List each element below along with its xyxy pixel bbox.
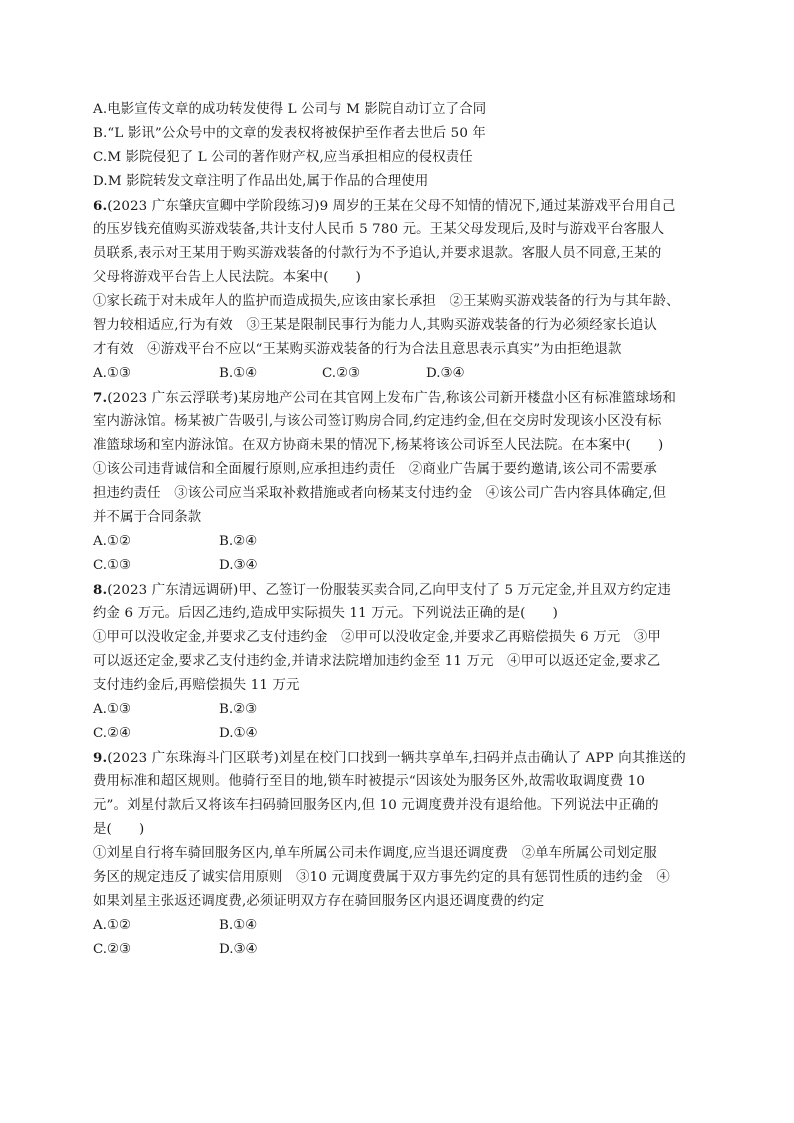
q5-option-a: A.电影宣传文章的成功转发使得 L 公司与 M 影院自动订立了合同 bbox=[93, 102, 487, 117]
q7-statement-line-2: 担违约责任 ③该公司应当采取补救措施或者向杨某支付违约金 ④该公司广告内容具体确定,但 bbox=[93, 486, 667, 501]
q9-option-d: D.③④ bbox=[219, 942, 258, 957]
q9-stem-line-3: 元”。刘星付款后又将该车扫码骑回服务区内,但 10 元调度费并没有退给他。下列说法中正确的 bbox=[93, 798, 659, 813]
q7-stem-line-3: 准篮球场和室内游泳馆。在双方协商未果的情况下,杨某将该公司诉至人民法院。在本案中( ) bbox=[93, 438, 664, 453]
q8-option-c: C.②④ bbox=[93, 726, 132, 741]
q6-statement-line-2: 智力较相适应,行为有效 ③王某是限制民事行为能力人,其购买游戏装备的行为必须经家长追认 bbox=[93, 318, 657, 333]
q6-stem-line-1: 6.(2023 广东肇庆宣卿中学阶段练习)9 周岁的王某在父母不知情的情况下,通过某游戏平台用自己 bbox=[93, 198, 676, 214]
q9-stem-line-4: 是( ) bbox=[93, 822, 145, 837]
q7-option-c: C.①③ bbox=[93, 558, 132, 573]
q5-option-d: D.M 影院转发文章注明了作品出处,属于作品的合理使用 bbox=[93, 174, 429, 189]
q8-option-b: B.②③ bbox=[219, 702, 258, 717]
q9-stem-line-1: 9.(2023 广东珠海斗门区联考)刘星在校门口找到一辆共享单车,扫码并点击确认了 APP 向其推送的 bbox=[93, 750, 686, 766]
q9-statement-line-2: 务区的规定违反了诚实信用原则 ③10 元调度费属于双方事先约定的具有惩罚性质的违约金 ④ bbox=[93, 870, 670, 885]
q8-option-d: D.①④ bbox=[219, 726, 258, 741]
q5-option-b: B.“L 影讯”公众号中的文章的发表权将被保护至作者去世后 50 年 bbox=[93, 126, 486, 141]
q9-statement-line-1: ①刘星自行将车骑回服务区内,单车所属公司未作调度,应当退还调度费 ②单车所属公司划定服 bbox=[93, 846, 657, 861]
q6-stem-line-3: 员联系,表示对王某用于购买游戏装备的付款行为不予追认,并要求退款。客服人员不同意,王某的 bbox=[93, 246, 662, 261]
q7-stem-line-1: 7.(2023 广东云浮联考)某房地产公司在其官网上发布广告,称该公司新开楼盘小区有标准篮球场和 bbox=[93, 390, 677, 406]
q9-option-c: C.②③ bbox=[93, 942, 132, 957]
q8-statement-line-2: 可以返还定金,要求乙支付违约金,并请求法院增加违约金至 11 万元 ④甲可以返还定金,要求乙 bbox=[93, 654, 661, 669]
q5-option-c: C.M 影院侵犯了 L 公司的著作财产权,应当承担相应的侵权责任 bbox=[93, 150, 473, 165]
q9-number: 9. bbox=[93, 750, 108, 766]
q8-option-a: A.①③ bbox=[93, 702, 131, 717]
q9-option-a: A.①② bbox=[93, 918, 131, 933]
q9-statement-line-3: 如果刘星主张返还调度费,必须证明双方存在骑回服务区内退还调度费的约定 bbox=[93, 894, 545, 909]
q8-stem-line-1: 8.(2023 广东清远调研)甲、乙签订一份服装买卖合同,乙向甲支付了 5 万元定金,并且双方约定违 bbox=[93, 582, 671, 598]
q8-stem-line-2: 约金 6 万元。后因乙违约,造成甲实际损失 11 万元。下列说法正确的是( ) bbox=[93, 606, 559, 621]
q9-option-b: B.①④ bbox=[219, 918, 258, 933]
q7-option-b: B.②④ bbox=[219, 534, 258, 549]
q6-statement-line-3: 才有效 ④游戏平台不应以“王某购买游戏装备的行为合法且意思表示真实”为由拒绝退款 bbox=[93, 342, 622, 357]
q6-stem-line-4: 父母将游戏平台告上人民法院。本案中( ) bbox=[93, 270, 362, 285]
q7-statement-line-1: ①该公司违背诚信和全面履行原则,应承担违约责任 ②商业广告属于要约邀请,该公司不需要承 bbox=[93, 462, 657, 477]
q6-option-a: A.①③ bbox=[93, 366, 131, 381]
q6-option-b: B.①④ bbox=[219, 366, 258, 381]
q6-option-d: D.③④ bbox=[426, 366, 465, 381]
q8-number: 8. bbox=[93, 582, 108, 598]
q7-option-d: D.③④ bbox=[219, 558, 258, 573]
q7-statement-line-3: 并不属于合同条款 bbox=[93, 510, 202, 525]
q8-statement-line-3: 支付违约金后,再赔偿损失 11 万元 bbox=[93, 678, 300, 693]
q6-number: 6. bbox=[93, 198, 108, 214]
q9-stem-line-2: 费用标准和超区规则。他骑行至目的地,锁车时被提示“因该处为服务区外,故需收取调度费 10 bbox=[93, 774, 646, 789]
q8-statement-line-1: ①甲可以没收定金,并要求乙支付违约金 ②甲可以没收定金,并要求乙再赔偿损失 6 万元 ③甲 bbox=[93, 630, 661, 645]
q7-number: 7. bbox=[93, 390, 108, 406]
q6-option-c: C.②③ bbox=[322, 366, 361, 381]
q7-option-a: A.①② bbox=[93, 534, 131, 549]
q6-stem-line-2: 的压岁钱充值购买游戏装备,共计支付人民币 5 780 元。王某父母发现后,及时与游戏平台客服人 bbox=[93, 222, 665, 237]
q6-statement-line-1: ①家长疏于对未成年人的监护而造成损失,应该由家长承担 ②王某购买游戏装备的行为与其年龄、 bbox=[93, 294, 680, 309]
q7-stem-line-2: 室内游泳馆。杨某被广告吸引,与该公司签订购房合同,约定违约金,但在交房时发现该小区没有标 bbox=[93, 414, 662, 429]
